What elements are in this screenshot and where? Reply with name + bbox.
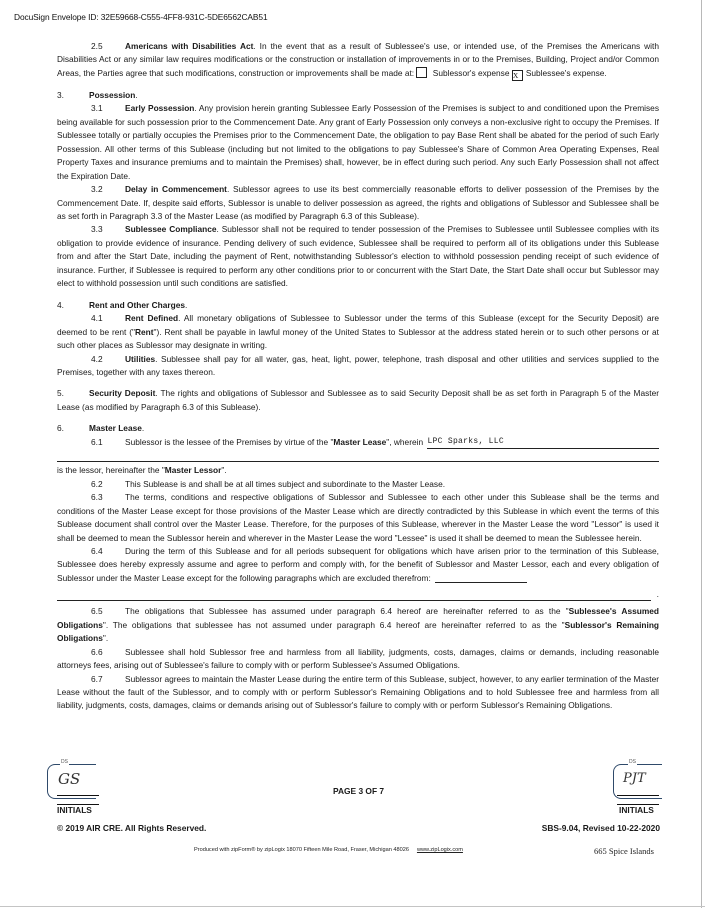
initials-line-right bbox=[617, 795, 659, 796]
master-lessor-field-continuation[interactable] bbox=[57, 449, 659, 462]
sublessee-expense-label: Sublessee's expense. bbox=[525, 67, 607, 78]
section-4-heading: 4. Rent and Other Charges. bbox=[57, 299, 188, 310]
paragraph-6-2: 6.2 This Sublease is and shall be at all times subject and subordinate to the Master Lease. bbox=[91, 478, 446, 489]
produced-by-notice: Produced with zipForm® by zipLogix 18070 Fifteen Mile Road, Fraser, Michigan 48026 www.zipLogix.com bbox=[194, 847, 463, 853]
docusign-tag-right: DS bbox=[629, 759, 636, 765]
paragraph-6-5: 6.5 The obligations that Sublessee has assumed under paragraph 6.4 hereof are hereinafter referred to as the "Sublessee's Assumed Obligations". The obligations that sublessee has not assumed under paragraph 6.4 hereof are hereinafter referred to as the "Sublessor's Remaining Obligations". bbox=[57, 606, 660, 644]
paragraph-title: Americans with Disabilities Act bbox=[125, 41, 254, 51]
copyright-notice: © 2019 AIR CRE. All Rights Reserved. bbox=[57, 823, 207, 833]
paragraph-6-7: 6.7 Sublessor agrees to maintain the Master Lease during the entire term of this Sublease, subject, however, to any earlier termination of the Master Lease without the fault of the Sublessor, and to comply with or perform Sublessor's Remaining Obligations and to hold Sublessee free and harmless from all liability, judgments, costs, damages, claims or demands arising out of Sublessor's failure to comply with or perform Sublessor's Remaining Obligations. bbox=[57, 673, 659, 711]
initials-line-left bbox=[57, 795, 99, 796]
page-number: PAGE 3 OF 7 bbox=[333, 786, 385, 796]
sublessee-expense-checkbox[interactable]: X bbox=[512, 70, 523, 81]
form-revision: SBS-9.04, Revised 10-22-2020 bbox=[541, 823, 660, 833]
sublessee-initials-signature: PJT bbox=[623, 771, 646, 786]
paragraph-6-1-continued: is the lessor, hereinafter the "Master Lessor". bbox=[57, 465, 227, 476]
paragraph-number: 2.5 bbox=[91, 41, 103, 51]
initials-label-left: INITIALS bbox=[57, 805, 92, 815]
paragraph-4-2: 4.2 Utilities. Sublessee shall pay for all water, gas, heat, light, power, telephone, trash disposal and other utilities and services supplied to the Premises, together with any taxes thereon. bbox=[57, 353, 659, 377]
paragraph-4-1: 4.1 Rent Defined. All monetary obligations of Sublessee to Sublessor under the terms of this Sublease (except for the Security Deposit) are deemed to be rent ("Rent"). Rent shall be payable in lawful money of the United States to Sublessor at the address stated herein or to such other persons or at such other places as Sublessor may designate in writing. bbox=[57, 313, 659, 351]
sublessor-initials-signature: GS bbox=[58, 770, 81, 788]
docusign-tag-left: DS bbox=[61, 759, 68, 765]
excluded-paragraphs-field[interactable] bbox=[435, 573, 527, 583]
initials-label-right: INITIALS bbox=[619, 805, 654, 815]
paragraph-6-6: 6.6 Sublessee shall hold Sublessor free and harmless from all liability, judgments, costs, damages, claims or demands, including reasonable attorneys fees, arising out of Sublessee's failure to comply with or perform Sublessee's Assumed Obligations. bbox=[57, 646, 659, 671]
paragraph-3-2: 3.2 Delay in Commencement. Sublessor agrees to use its best commercially reasonable efforts to deliver possession of the Premises by the Commencement Date. If, despite said efforts, Sublessor is unable to deliver possession as agreed, the rights and obligations of Sublessor and Sublessee shall be as set forth in Paragraph 3.3 of the Master Lease (as modified by Paragraph 6.3 of this Sublease). bbox=[57, 184, 659, 221]
page-bottom-border bbox=[0, 906, 705, 907]
paragraph-2-5: 2.5 Americans with Disabilities Act. In the event that as a result of Sublessee's use, or intended use, of the Premises the Americans with Disabilities Act or any similar law requires modifications or the construction or installation of improvements in or to the Premises, Building, Project and/or Common Areas, the Parties agree that such modifications, construction or improvements shall be made at: Sublessor's expense X Sublessee's expense. bbox=[57, 41, 659, 80]
page-right-border bbox=[701, 0, 702, 908]
paragraph-6-4: 6.4 During the term of this Sublease and for all periods subsequent for obligations which have arisen prior to the termination of this Sublease, Sublessee does hereby expressly assume and agree to perform and comply with, for the benefit of Sublessor and Master Lessor, each and every obligation of Sublessor under the Master Lease except for the following paragraphs which are excluded therefrom: bbox=[57, 545, 659, 583]
section-3-heading: 3. Possession. bbox=[57, 89, 138, 100]
sublessor-expense-checkbox[interactable] bbox=[416, 67, 427, 78]
paragraph-6-1: 6.1 Sublessor is the lessee of the Premises by virtue of the " Master Lease ", wherein LPC Sparks, LLC bbox=[57, 436, 659, 449]
property-name: 665 Spice Islands bbox=[594, 846, 654, 856]
paragraph-5: 5. Security Deposit. The rights and obligations of Sublessor and Sublessee as to said Security Deposit shall be as set forth in Paragraph 5 of the Master Lease (as modified by Paragraph 6.3 of this Sublease). bbox=[57, 388, 659, 412]
document-body bbox=[57, 40, 659, 713]
paragraph-3-1: 3.1 Early Possession. Any provision herein granting Sublessee Early Possession of the Premises is subject to and conditioned upon the Premises being available for such possession prior to the Commencement Date. Any grant of Early Possession only conveys a non-exclusive right to occupy the Premises. If Sublessee totally or partially occupies the Premises prior to the Commencement Date, the obligation to pay Base Rent shall be abated for the period of such Early Possession. All other terms of this Sublease (including but not limited to the obligations to pay Sublessee's Share of Common Area Operating Expenses, Real Property Taxes and insurance premiums and to maintain the Premises) shall, however, be in effect during such period. Any such Early Possession shall not affect the Expiration Date. bbox=[57, 103, 659, 181]
sublessor-expense-label: Sublessor's expense bbox=[432, 67, 510, 78]
section-6-heading: 6. Master Lease. bbox=[57, 423, 145, 434]
excluded-paragraphs-field-continuation[interactable]: . bbox=[57, 585, 659, 601]
ziplogix-link[interactable]: www.zipLogix.com bbox=[416, 847, 463, 853]
paragraph-3-3: 3.3 Sublessee Compliance. Sublessor shall not be required to tender possession of the Premises to Sublessee until Sublessee complies with its obligation to provide evidence of insurance. Pending delivery of such evidence, Sublessee shall be required to perform all of its obligations under this Sublease from and after the Start Date, including the payment of Rent, notwithstanding Sublessor's election to withhold possession pending receipt of such evidence of insurance. Further, if Sublessee is required to perform any other conditions prior to or concurrent with the Start Date, the Start Date shall occur but Sublessor may elect to withhold possession until such conditions are satisfied. bbox=[57, 224, 660, 289]
paragraph-6-3: 6.3 The terms, conditions and respective obligations of Sublessor and Sublessee to each other under this Sublease shall be the terms and conditions of the Master Lease except for those provisions of the Master Lease which are directly contradicted by this Sublease in which event the terms of this Sublease document shall control over the Master Lease. Therefore, for the purposes of this Sublease, wherever in the Master Lease the word "Lessor" is used it shall be deemed to mean the Sublessor herein and wherever in the Master Lease the word "Lessee" is used it shall be deemed to mean the Sublessee herein. bbox=[57, 492, 659, 543]
master-lessor-field[interactable]: LPC Sparks, LLC bbox=[427, 437, 659, 449]
docusign-envelope-id: DocuSign Envelope ID: 32E59668-C555-4FF8-931C-5DE6562CAB51 bbox=[14, 12, 268, 22]
